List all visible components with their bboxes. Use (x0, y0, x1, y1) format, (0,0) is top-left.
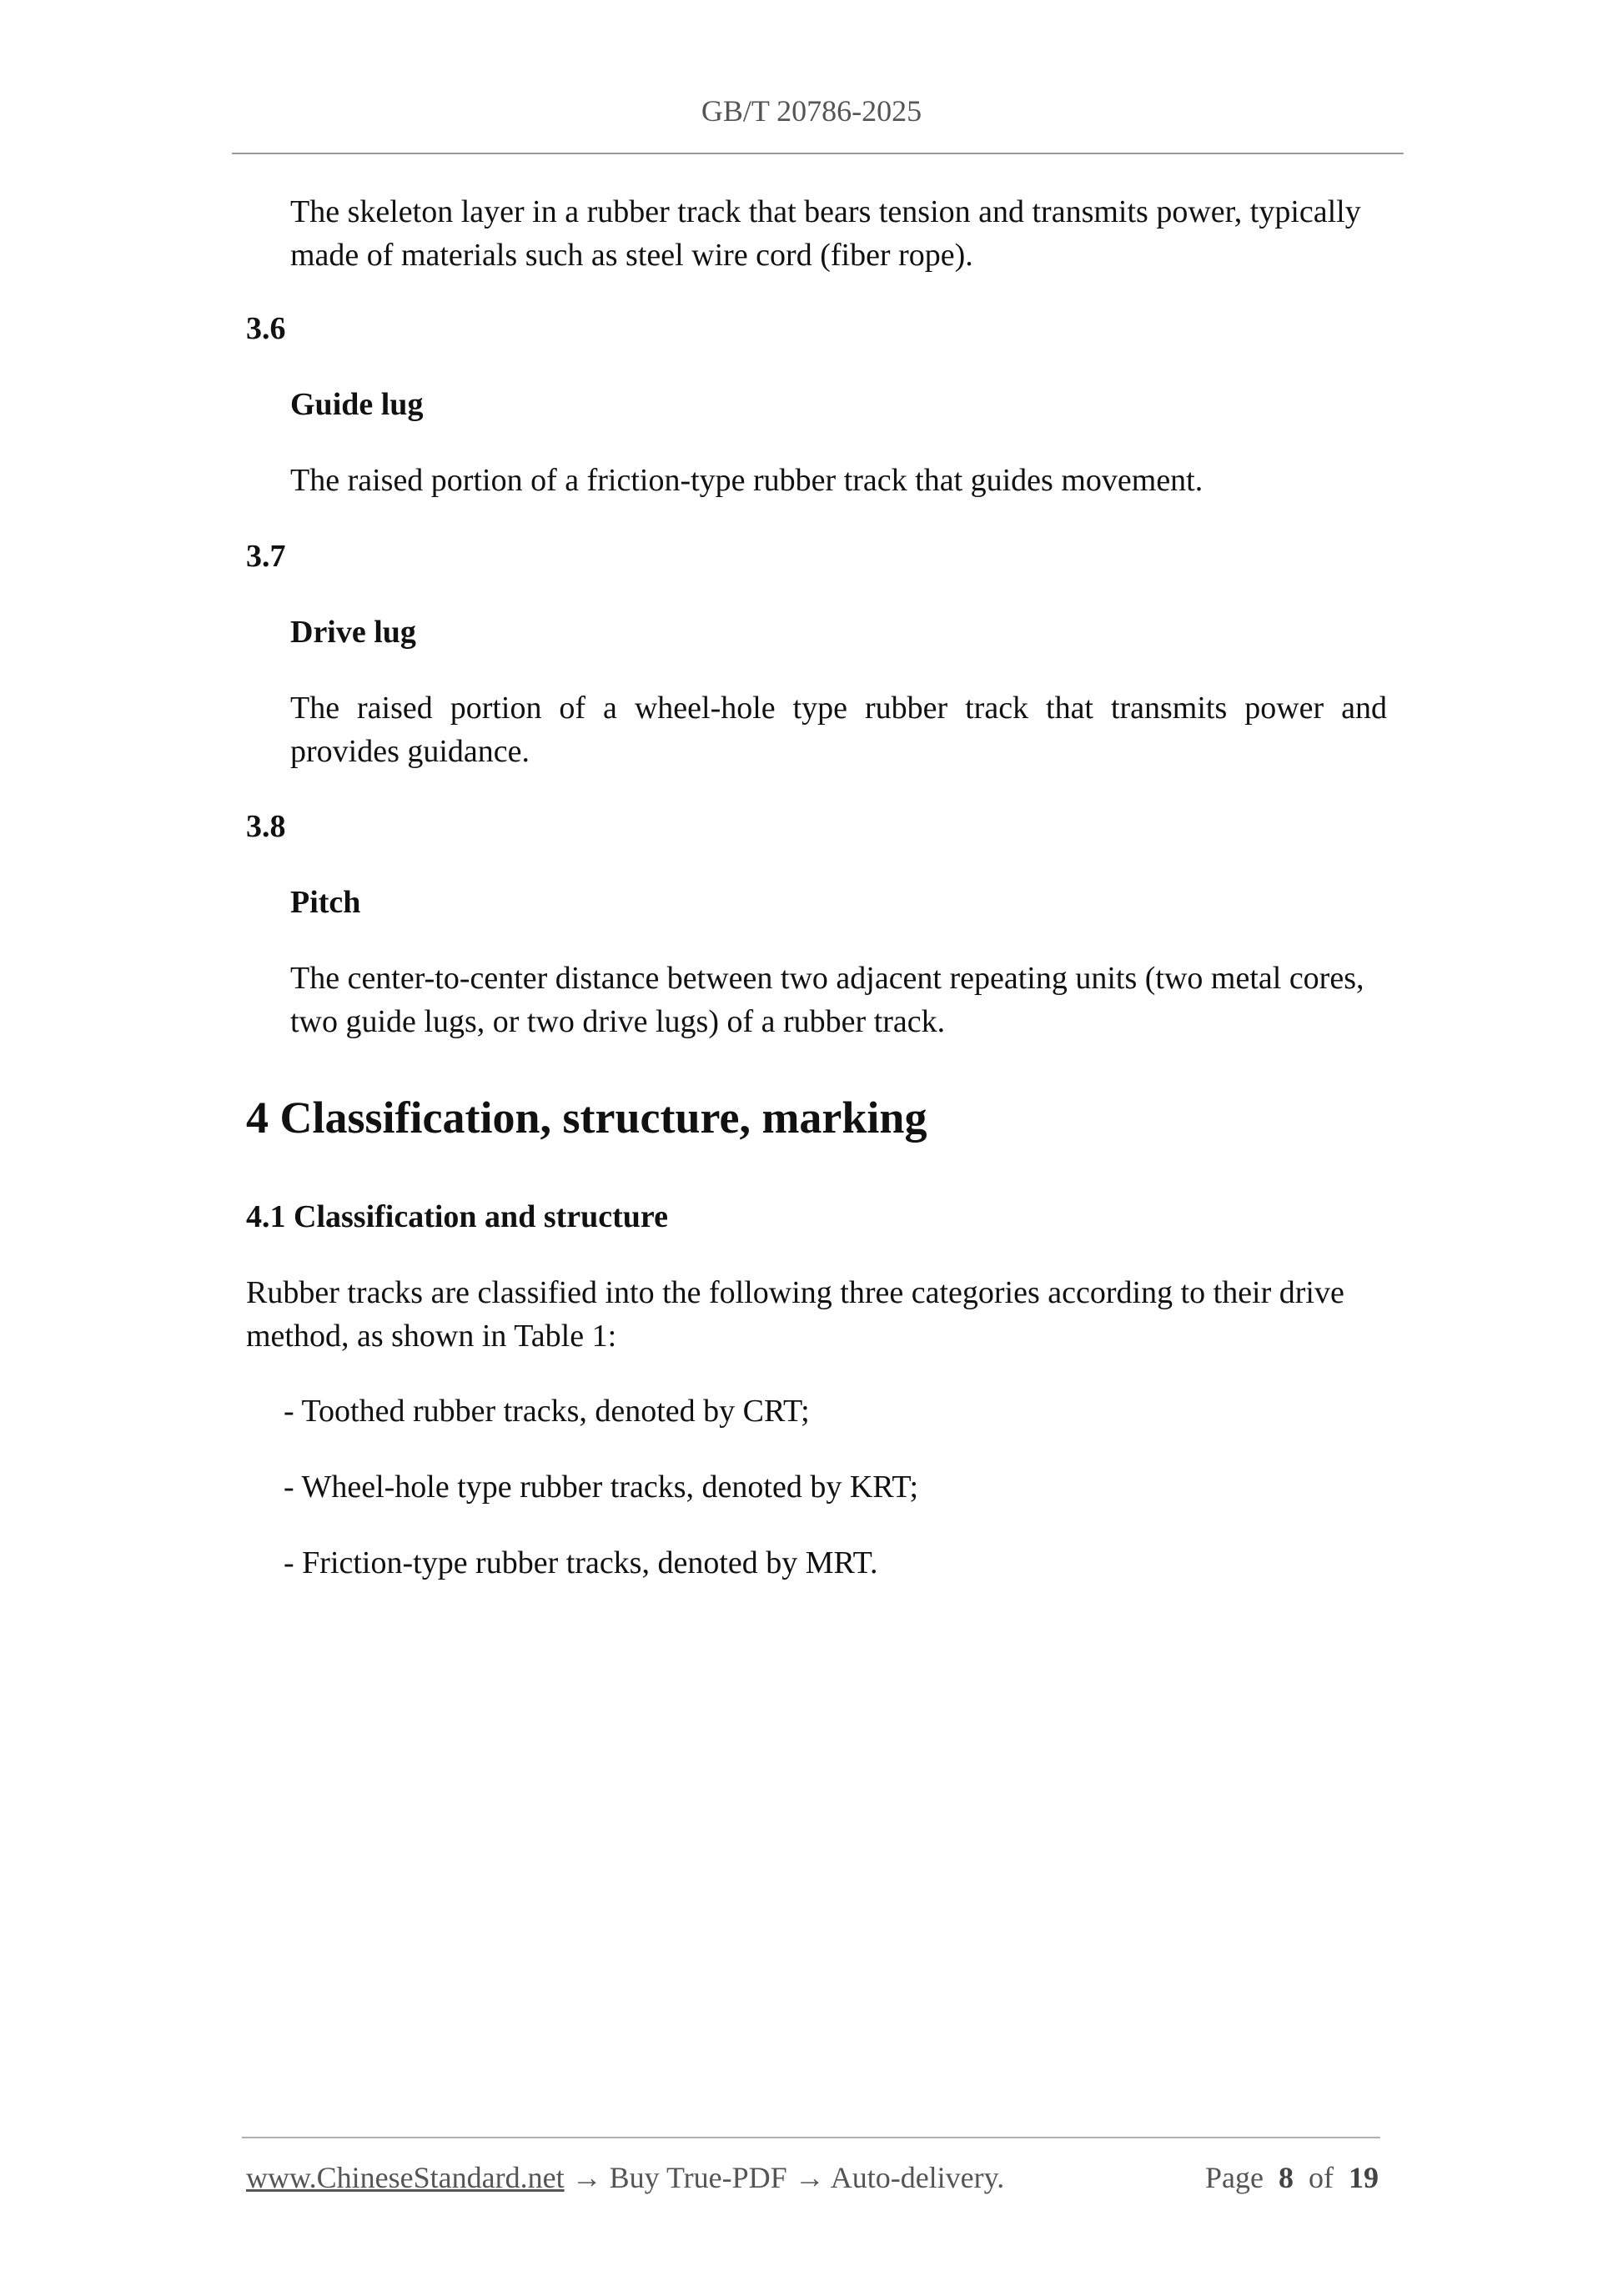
footer-divider (242, 2137, 1380, 2138)
clause-3-6-number: 3.6 (246, 311, 286, 346)
clause-3-6-term: Guide lug (290, 387, 424, 422)
page-of-label: of (1309, 2161, 1334, 2194)
page-label: Page (1205, 2161, 1264, 2194)
footer-promo (246, 2160, 1004, 2195)
header-divider (232, 153, 1404, 154)
page-total: 19 (1349, 2161, 1379, 2194)
clause-3-7-number: 3.7 (246, 539, 286, 574)
arrow-icon: → (571, 2161, 602, 2194)
document-header-id: GB/T 20786-2025 (701, 94, 922, 128)
page-current: 8 (1279, 2161, 1294, 2194)
clause-3-8-term: Pitch (290, 885, 361, 920)
list-item-krt: - Wheel-hole type rubber tracks, denoted by KRT; (284, 1470, 919, 1505)
skeleton-layer-definition: The skeleton layer in a rubber track that bears tension and transmits power, typically made of materials such as steel wire cord (fiber rope). (290, 194, 1361, 273)
section-4-1-heading: 4.1 Classification and structure (246, 1199, 668, 1234)
list-item-crt: - Toothed rubber tracks, denoted by CRT; (284, 1394, 810, 1429)
list-item-mrt: - Friction-type rubber tracks, denoted by MRT. (284, 1545, 878, 1580)
section-4-1-intro: Rubber tracks are classified into the following three categories according to their drive method, as shown in Table 1: (246, 1275, 1344, 1354)
auto-delivery-text: Auto-delivery. (830, 2161, 1005, 2194)
clause-3-6-definition: The raised portion of a friction-type rubber track that guides movement. (290, 463, 1203, 498)
section-4-heading: 4 Classification, structure, marking (246, 1093, 927, 1143)
site-link[interactable]: www.ChineseStandard.net (246, 2161, 565, 2194)
clause-3-7-term: Drive lug (290, 615, 416, 650)
page-indicator (1205, 2160, 1379, 2195)
clause-3-7-definition: The raised portion of a wheel-hole type rubber track that transmits power and provides guidance. (290, 691, 1387, 769)
clause-3-8-definition: The center-to-center distance between two adjacent repeating units (two metal cores, two guide lugs, or two drive lugs) of a rubber track. (290, 961, 1364, 1039)
buy-true-pdf-text: Buy True-PDF (609, 2161, 787, 2194)
clause-3-8-number: 3.8 (246, 809, 286, 844)
arrow-icon: → (794, 2161, 825, 2194)
